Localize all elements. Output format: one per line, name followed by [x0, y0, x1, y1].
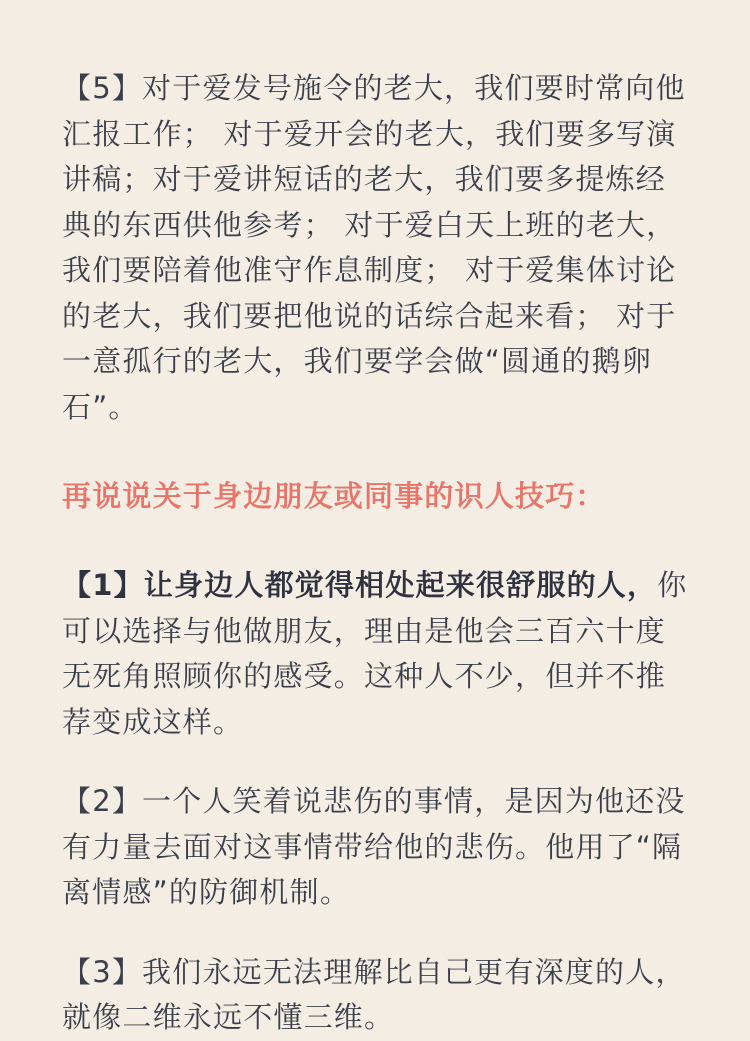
- paragraph-item-3: 【3】我们永远无法理解比自己更有深度的人，就像二维永远不懂三维。: [62, 954, 686, 1034]
- section-heading: 再说说关于身边朋友或同事的识人技巧：: [62, 479, 606, 513]
- item-1-text: 你可以选择与他做朋友，理由是他会三百六十度无死角照顾你的感受。这种人不少，但并不推荐变成这样。: [62, 568, 688, 739]
- paragraph-item-2: 【2】一个人笑着说悲伤的事情，是因为他还没有力量去面对这事情带给他的悲伤。他用了“隔离情感”的防御机制。: [62, 784, 686, 909]
- paragraph-item-5: 【5】对于爱发号施令的老大，我们要时常向他汇报工作； 对于爱开会的老大，我们要多写演讲稿；对于爱讲短话的老大，我们要多提炼经典的东西供他参考； 对于爱白天上班的老大，我们要陪着他准守作息制度； 对于爱集体讨论的老大，我们要把他说的话综合起来看； 对于一意孤行的老大，我们要学会做“圆通的鹅卵石”。: [62, 71, 686, 424]
- item-1-highlight: 【1】让身边人都觉得相处起来很舒服的人，: [62, 568, 658, 602]
- paragraph-item-1: [62, 563, 692, 745]
